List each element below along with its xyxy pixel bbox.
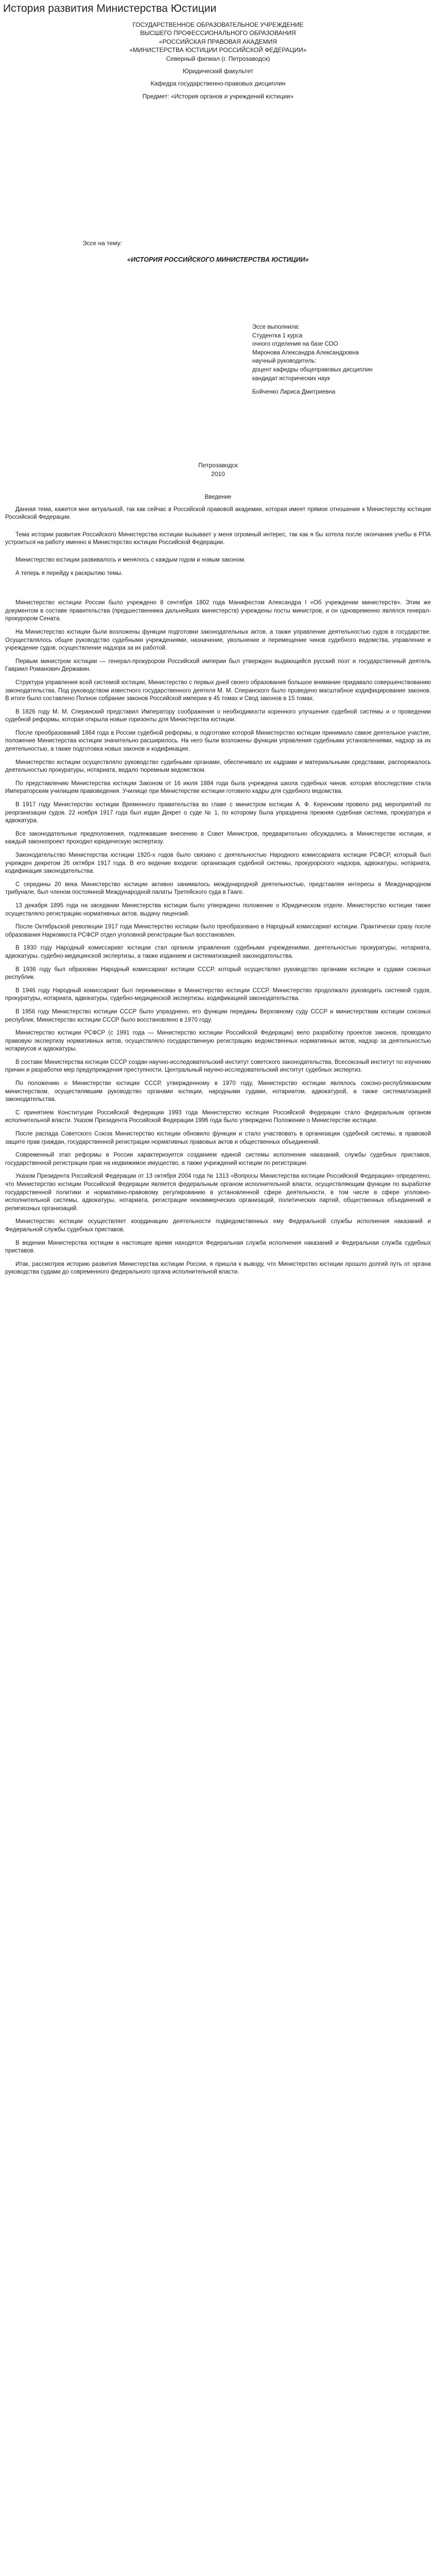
paragraph: Министерство юстиции осуществляло руководство судебными органами, обеспечивало их кадрами и материальными средствами, распоряжалось деятельностью прокуратуры, нотариата, ведало тюремным ведомством. [5,759,431,774]
front-line: Северный филиал (г. Петрозаводск) [166,55,270,62]
front-line: ГОСУДАРСТВЕННОЕ ОБРАЗОВАТЕЛЬНОЕ УЧРЕЖДЕНИЕ [132,21,304,28]
performer-block [252,323,373,397]
paragraph: После распада Советского Союза Министерство юстиции обновило функции и стало участвовать в организации судебной системы, в правовой защите прав граждан, государственной регистрации нормативных правовых актов и общественных объединений. [5,1131,431,1145]
paragraph: В 1956 году Министерство юстиции СССР было упразднено, его функции переданы Верховному суду СССР и министерствам юстиции союзных республик. Министерство юстиции СССР было восстановлено в 1970 году. [5,1008,431,1023]
paragraph: Данная тема, кажется мне актуальной, так как сейчас в Российской правовой академии, которая имеет прямое отношение к Министерству юстиции Российской Федерации. [5,506,431,521]
front-line: ВЫСШЕГО ПРОФЕССИОНАЛЬНОГО ОБРАЗОВАНИЯ [140,29,296,37]
paragraph: В 1917 году Министерство юстиции Временного правительства во главе с министром юстиции А. Ф. Керенским провело ряд мероприятий по реорганизации судов. 22 ноября 1917 года был издан Декрет о суде № 1, по которому была упразднена прежняя судебная система, прокуратура и адвокатура. [5,802,431,824]
paragraph: Министерство юстиции развивалось и менялось с каждым годом и новым законом. [15,556,246,563]
paragraph: На Министерство юстиции были возложены функции подготовки законодательных актов, а также управление деятельностью судов в государстве. Осуществлялось общее руководство судебными учреждениями, назначение, увольнение и перемещение чинов судебного ведомства, управление и учреждение судов, осуществление надзора за их работой. [5,629,431,652]
city-year-block [0,461,436,479]
essay-topic: «ИСТОРИЯ РОССИЙСКОГО МИНИСТЕРСТВА ЮСТИЦИИ» [127,256,309,263]
paragraph: В 1826 году М. М. Сперанский представил Императору соображения о необходимости коренного улучшения судебной системы и о проведении судебной реформы, которая открыла новые горизонты для Министерства юстиции. [5,708,431,723]
front-line: «РОССИЙСКАЯ ПРАВОВАЯ АКАДЕМИЯ [159,38,277,45]
performer-line: кандидат исторических наук [252,375,330,382]
essay-heading: Эссе на тему: [82,240,123,247]
paragraph: После преобразований 1864 года в России судебной реформы, в подготовке которой Министерство юстиции принимало самое деятельное участие, положение Министерства юстиции значительно расширилось. На него были возложены функции управления судебными установлениями, надзор за их деятельностью, а также подготовка новых законов и кодификация. [5,730,431,753]
paragraph: Министерство юстиции России было учреждено 8 сентября 1802 года Манифестом Александра I «Об учреждении министерств». Этим же документом в составе правительства (предшественника дальнейших министерств) учреждены посты министров, и он одновременно являлся генерал-прокурором Сената. [5,600,431,622]
performer-line: Миронова Александра Александровна [252,349,359,356]
paragraph: В ведении Министерства юстиции в настоящее время находятся Федеральная служба исполнения наказаний и Федеральная служба судебных приставов. [5,1240,431,1255]
paragraph: 13 декабря 1895 года на заседании Министерства юстиции было утверждено положение о Юридическом отделе. Министерство юстиции также осуществляло регистрацию нормативных актов, выдачу лицензий. [5,902,431,917]
performer-line: Эссе выполнила: [252,324,300,330]
paragraph: Современный этап реформы в России характеризуется созданием единой системы исполнения наказаний, службы судебных приставов, государственной регистрации прав на недвижимое имущество, а также учреждений юстиции по регистрации. [5,1152,431,1166]
front-line: «МИНИСТЕРСТВА ЮСТИЦИИ РОССИЙСКОЙ ФЕДЕРАЦИИ» [129,46,307,54]
performer-line: Бойченко Лариса Дмитриевна [252,389,336,396]
paragraph: По представлению Министерства юстиции Законом от 16 июля 1884 года была учреждена школа судебных чинов, которая впоследствии стала Императорским училищем правоведения. Училище при Министерстве юстиции готовило кадры для судебного ведомства. [5,780,431,795]
performer-line: научный руководитель: [252,358,317,365]
paragraph: Первым министром юстиции — генерал-прокурором Российской империи был утвержден выдающийся русский поэт и государственный деятель Гавриил Романович Державин. [5,658,431,673]
city-name: Петрозаводск [198,462,238,469]
document-title: История развития Министерства Юстиции [3,3,217,14]
paragraph: Законодательство Министерства юстиции 1920-х годов было связано с деятельностью Народного комиссариата юстиции РСФСР, который был учрежден декретом 26 октября 1917 года. В его ведение входили: организация судебной системы, прокурорского надзора, адвокатуры, нотариата, кодификация законодательства. [5,852,431,875]
paragraph: Министерство юстиции осуществляет координацию деятельности подведомственных ему Федеральной службы исполнения наказаний и Федеральной службы судебных приставов. [5,1218,431,1233]
essay-body [5,494,431,1282]
front-line: Предмет: «История органов и учреждений юстиции» [142,92,294,100]
performer-line: доцент кафедры общеправовых дисциплин [252,366,373,373]
performer-line: очного отделения на базе СОО [252,341,338,348]
paragraph: С принятием Конституции Российской Федерации 1993 года Министерство юстиции Российской Федерации стало федеральным органом исполнительной власти. Указом Президента Российской Федерации 1996 года было утверждено Положение о Министерстве юстиции. [5,1109,431,1124]
paragraph: В составе Министерства юстиции СССР создан научно-исследовательский институт советского законодательства, Всесоюзный институт по изучению причин и разработке мер предупреждения преступности, Центральный научно-исследовательский институт судебных экспертиз. [5,1059,431,1074]
front-line: Кафедра государственно-правовых дисциплин [150,80,286,88]
paragraph: Итак, рассмотрев историю развития Министерства юстиции России, я пришла к выводу, что Министерство юстиции прошло долгий путь от органа руководства судами до современного федерального органа исполнительной власти. [5,1261,431,1276]
paragraph: Тема истории развития Российского Министерства юстиции вызывает у меня огромный интерес, так как я бы хотела после окончания учебы в РПА устроиться на работу именно в Министерство юстиции Российской Федерации. [5,531,431,546]
performer-line: Студентка 1 курса [252,332,303,339]
paragraph: В 1930 году Народный комиссариат юстиции стал органом управления судебными учреждениями, деятельностью прокуратуры, нотариата, адвокатуры, судебно-медицинской экспертизы, а также изданием и систематизацией законодательства. [5,945,431,959]
paragraph: По положению о Министерстве юстиции СССР, утвержденному в 1970 году, Министерство юстиции являлось союзно-республиканским министерством, осуществлявшим руководство органами юстиции, народными судами, нотариатом, адвокатурой, а также систематизацией законодательства. [5,1080,431,1103]
paragraph: После Октябрьской революции 1917 года Министерство юстиции было преобразовано в Народный комиссариат юстиции. Практически сразу после образования Наркомюста РСФСР отдел уголовной регистрации был восстановлен. [5,924,431,938]
paragraph: В 1946 году Народный комиссариат был переименован в Министерство юстиции СССР. Министерство продолжало руководить системой судов, прокуратуры, нотариата, адвокатуры, судебно-медицинской экспертизы, кодификацией законодательства. [5,987,431,1002]
intro-heading: Введение [204,494,232,500]
paragraph: Все законодательные предположения, подлежавшие внесению в Совет Министров, предварительно обсуждались в Министерстве юстиции, и каждый законопроект проходил юридическую экспертизу. [5,831,431,845]
paragraph: В 1936 году был образован Народный комиссариат юстиции СССР, который осуществлял руководство органами юстиции и судами союзных республик. [5,966,431,981]
paragraph: Министерство юстиции РСФСР (с 1991 года — Министерство юстиции Российской Федерации) вело разработку проектов законов, проводило правовую экспертизу нормативных актов, осуществляло государственную регистрацию ведомственных нормативных актов, надзор за деятельностью нотариусов и адвокатуры. [5,1030,431,1053]
front-line: Юридический факультет [182,67,254,75]
paragraph: А теперь я перейду к раскрытию темы. [15,570,123,577]
paragraph: С середины 20 века Министерство юстиции активно занималось международной деятельностью, представляя интересы в Международном трибунале, был членом постоянной Международной палаты Третейского суда в Гааге. [5,881,431,896]
front-matter [0,21,436,100]
paragraph: Указом Президента Российской Федерации от 13 октября 2004 года № 1313 «Вопросы Министерства юстиции Российской Федерации» определено, что Министерство юстиции Российской Федерации является федеральным органом исполнительной власти, осуществляющим функции по выработке государственной политики и нормативно-правовому регулированию в установленной сфере деятельности, в том числе в сфере уголовно-исполнительной системы, адвокатуры, нотариата, регистрации некоммерческих организаций, политических партий, общественных объединений и религиозных организаций. [5,1173,431,1212]
paragraph: Структура управления всей системой юстиции, Министерство с первых дней своего образования большое внимание придавало совершенствованию законодательства. Под руководством известного государственного деятеля М. М. Сперанского было проведено масштабное кодифицирование законов. В итоге было составлено Полное собрание законов Российской империи в 45 томах и Свод законов в 15 томах. [5,679,431,702]
year: 2010 [211,470,225,478]
